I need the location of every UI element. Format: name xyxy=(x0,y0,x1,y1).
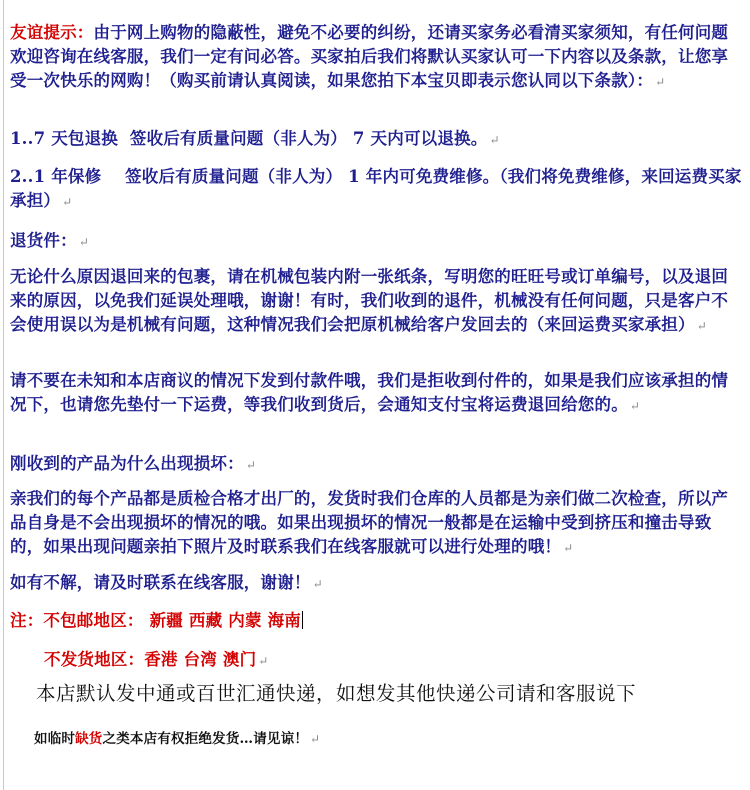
policy-one-year-warranty xyxy=(10,165,742,214)
out-of-stock-highlight: 缺货 xyxy=(75,731,103,747)
paragraph-mark-icon: ↵ xyxy=(655,75,666,89)
paragraph-mark-icon: ↵ xyxy=(629,399,641,413)
no-delivery-regions xyxy=(44,648,750,673)
policy-seven-day-return xyxy=(10,127,742,152)
paragraph-mark-icon: ↵ xyxy=(310,732,321,746)
paragraph-mark-icon: ↵ xyxy=(258,654,269,668)
policy-text: 签收后有质量问题（非人为） 7 天内可以退换。 xyxy=(129,129,488,148)
freight-collect-policy: 请不要在未知和本店商议的情况下发到付款件哦，我们是拒收到付件的，如果是我们应该承担的情况下，也请您先垫付一下运费，等我们收到货后，会通知支付宝将运费退回给您的。 ↵ xyxy=(10,371,729,414)
policy-label: 2..1 年保修 xyxy=(10,167,102,186)
paragraph-mark-icon: ↵ xyxy=(312,577,323,591)
notice-paragraph xyxy=(10,21,742,94)
no-delivery-list: 香港 台湾 澳门 xyxy=(144,650,257,669)
contact-paragraph: 如有不解，请及时联系在线客服，谢谢！ ↵ xyxy=(10,573,323,592)
no-free-shipping-list: 新疆 西藏 内蒙 海南 xyxy=(149,611,301,630)
paragraph-mark-icon: ↵ xyxy=(563,541,574,555)
paragraph-mark-icon: ↵ xyxy=(245,458,257,472)
page-border xyxy=(3,0,4,790)
no-delivery-label: 不发货地区： xyxy=(44,650,145,669)
policy-text: 签收后有质量问题（非人为） 1 年内可免费维修。（我们将免费维修，来回运费买家承担） xyxy=(10,167,742,210)
returns-heading: 退货件： ↵ xyxy=(10,231,90,250)
notice-text: 由于网上购物的隐蔽性，避免不必要的纠纷，还请买家务必看清买家须知，有任何问题欢迎咨询在线客服，我们一定有问必答。买家拍后我们将默认买家认可一下内容以及条款，让您享受一次快乐的网购！（购买前请认真阅读，如果您拍下本宝贝即表示您认同以下条款）： xyxy=(10,23,729,90)
returns-body: 无论什么原因退回来的包裹，请在机械包装内附一张纸条，写明您的旺旺号或订单编号，以及退回来的原因，以免我们延误处理哦，谢谢！有时，我们收到的退件，机械没有任何问题，只是客户不会使用误以为是机械有问题，这种情况我们会把原机械给客户发回去的（来回运费买家承担） ↵ xyxy=(10,267,729,334)
policy-label: 1..7 天包退换 xyxy=(10,129,118,148)
courier-notice: 本店默认发中通或百世汇通快递，如想发其他快递公司请和客服说下 xyxy=(36,682,637,705)
no-free-shipping-regions xyxy=(10,609,742,633)
out-of-stock-notice: 如临时缺货之类本店有权拒绝发货…请见谅！ ↵ xyxy=(34,731,321,747)
paragraph-mark-icon: ↵ xyxy=(78,235,90,249)
paragraph-mark-icon: ↵ xyxy=(489,133,500,147)
damage-body: 亲我们的每个产品都是质检合格才出厂的，发货时我们仓库的人员都是为亲们做二次检查，所以产品自身是不会出现损坏的情况的哦。如果出现损坏的情况一般都是在运输中受到挤压和撞击导致的，如果出现问题亲拍下照片及时联系我们在线客服就可以进行处理的哦！ ↵ xyxy=(10,489,729,556)
paragraph-mark-icon: ↵ xyxy=(62,195,73,209)
no-free-shipping-label: 注：不包邮地区： xyxy=(10,611,144,630)
text-cursor xyxy=(302,611,303,629)
paragraph-mark-icon: ↵ xyxy=(696,319,707,333)
damage-heading: 刚收到的产品为什么出现损坏： ↵ xyxy=(10,454,257,473)
notice-label: 友谊提示： xyxy=(10,23,94,42)
